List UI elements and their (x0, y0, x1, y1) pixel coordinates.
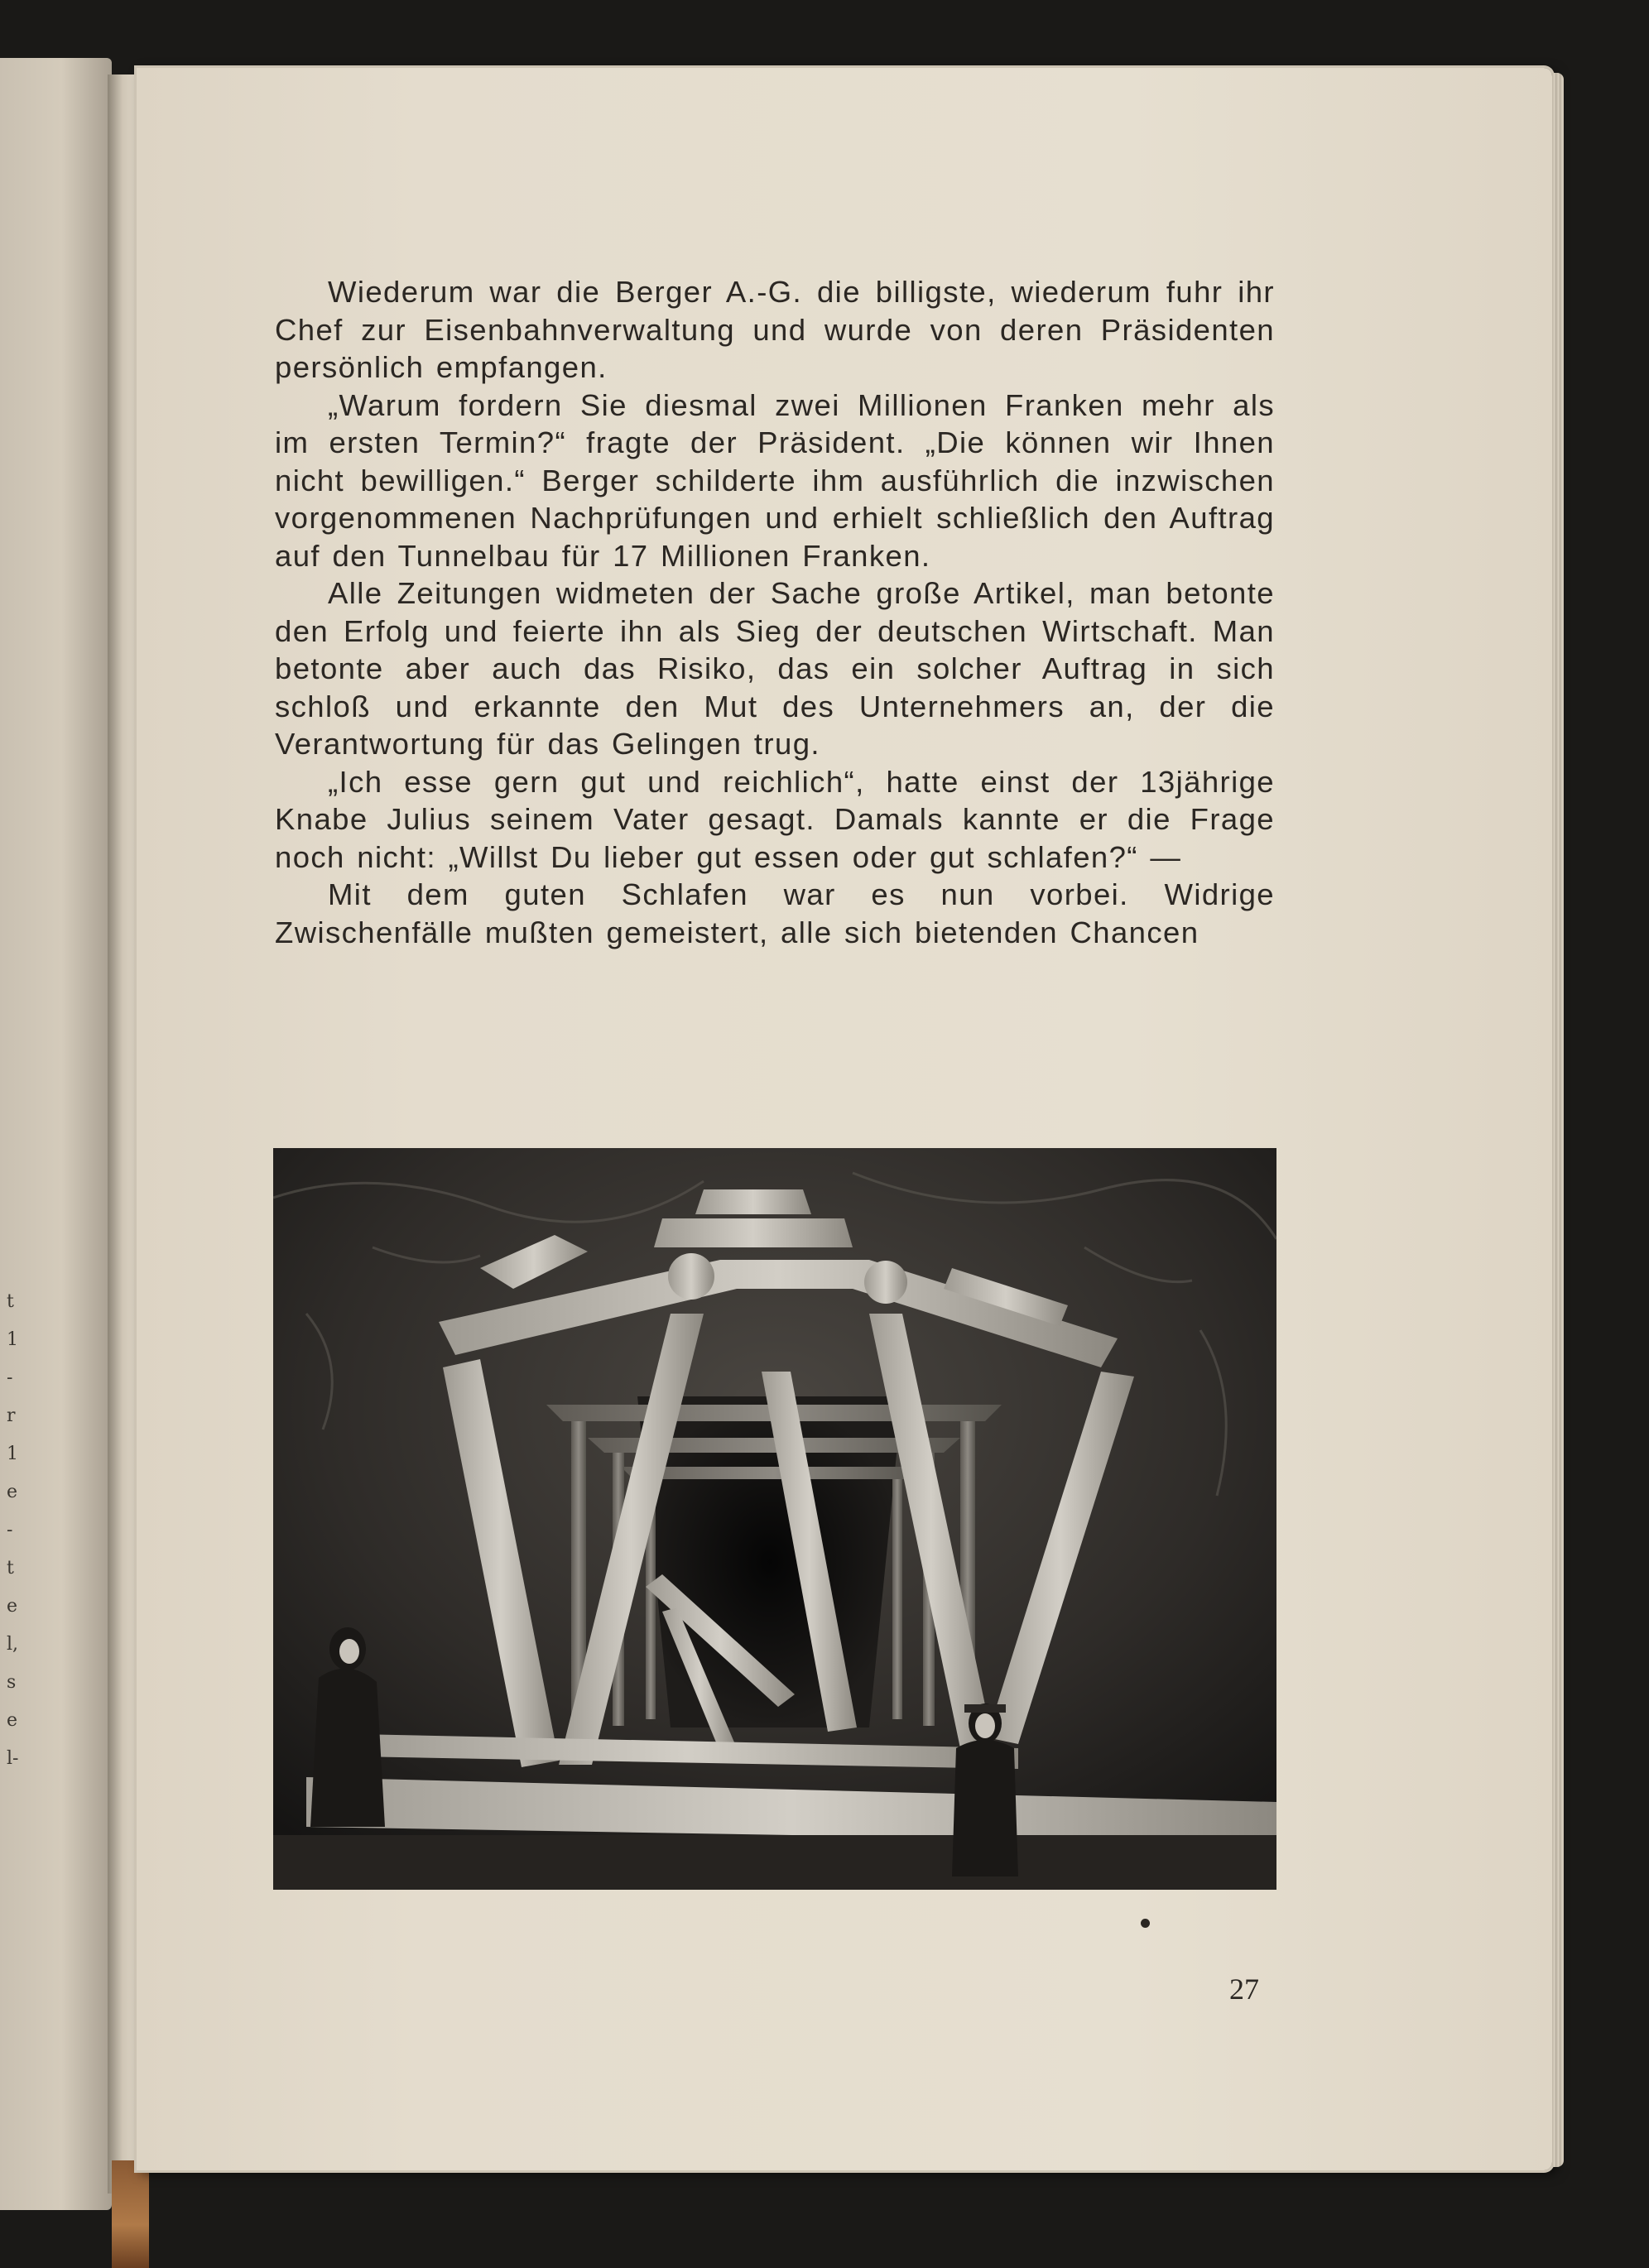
margin-fragment: e (7, 1596, 18, 1617)
book-gutter (108, 74, 141, 2194)
margin-fragment: - (7, 1367, 13, 1388)
margin-fragment: s (7, 1672, 17, 1693)
left-page (0, 58, 112, 2210)
margin-fragment: l, (7, 1634, 19, 1655)
paragraph: Wiederum war die Berger A.-G. die billigste, wiederum fuhr ihr Chef zur Eisenbahnverwaltung und wurde von deren Präsidenten persönlich empfangen. (275, 275, 1275, 384)
margin-fragment: 1 (7, 1444, 18, 1464)
paragraph: Mit dem guten Schlafen war es nun vorbei. Widrige Zwischenfälle mußten gemeistert, alle sich bietenden Chancen (275, 877, 1275, 949)
margin-fragment: t (7, 1291, 14, 1312)
margin-fragment: r (7, 1405, 16, 1426)
body-text (275, 273, 1275, 951)
tunnel-timbering-illustration (273, 1148, 1276, 1890)
book-binding (112, 2160, 149, 2268)
page-mark (1141, 1919, 1150, 1928)
paragraph: Alle Zeitungen widmeten der Sache große Artikel, man betonte den Erfolg und feierte ihn als Sieg der deutschen Wirtschaft. Man betonte aber auch das Risiko, das ein solcher Auftrag in sich schloß und erkannte den Mut des Unternehmers an, der die Verantwortung für das Gelingen trug. (275, 576, 1275, 761)
margin-fragment: e (7, 1482, 18, 1502)
paragraph: „Warum fordern Sie diesmal zwei Millionen Franken mehr als im ersten Termin?“ fragte der Präsident. „Die können wir Ihnen nicht bewilligen.“ Berger schilderte ihm ausführlich die inzwischen vorgenommenen Nachprüfungen und erhielt schließlich den Auftrag auf den Tunnelbau für 17 Millionen Franken. (275, 387, 1275, 573)
margin-fragment: e (7, 1710, 18, 1731)
page-edge (1552, 73, 1564, 2167)
margin-fragment: - (7, 1520, 13, 1540)
margin-fragment: 1 (7, 1329, 18, 1350)
left-page-margin-text (7, 1283, 23, 1778)
margin-fragment: t (7, 1558, 14, 1578)
page-number: 27 (1229, 1972, 1259, 2006)
tunnel-photo (273, 1148, 1276, 1890)
book-page (137, 68, 1552, 2170)
paragraph: „Ich esse gern gut und reichlich“, hatte einst der 13jährige Knabe Julius seinem Vater gesagt. Damals kannte er die Frage noch nicht: „Willst Du lieber gut essen oder gut schlafen?“ — (275, 764, 1275, 874)
margin-fragment: l- (7, 1748, 19, 1769)
